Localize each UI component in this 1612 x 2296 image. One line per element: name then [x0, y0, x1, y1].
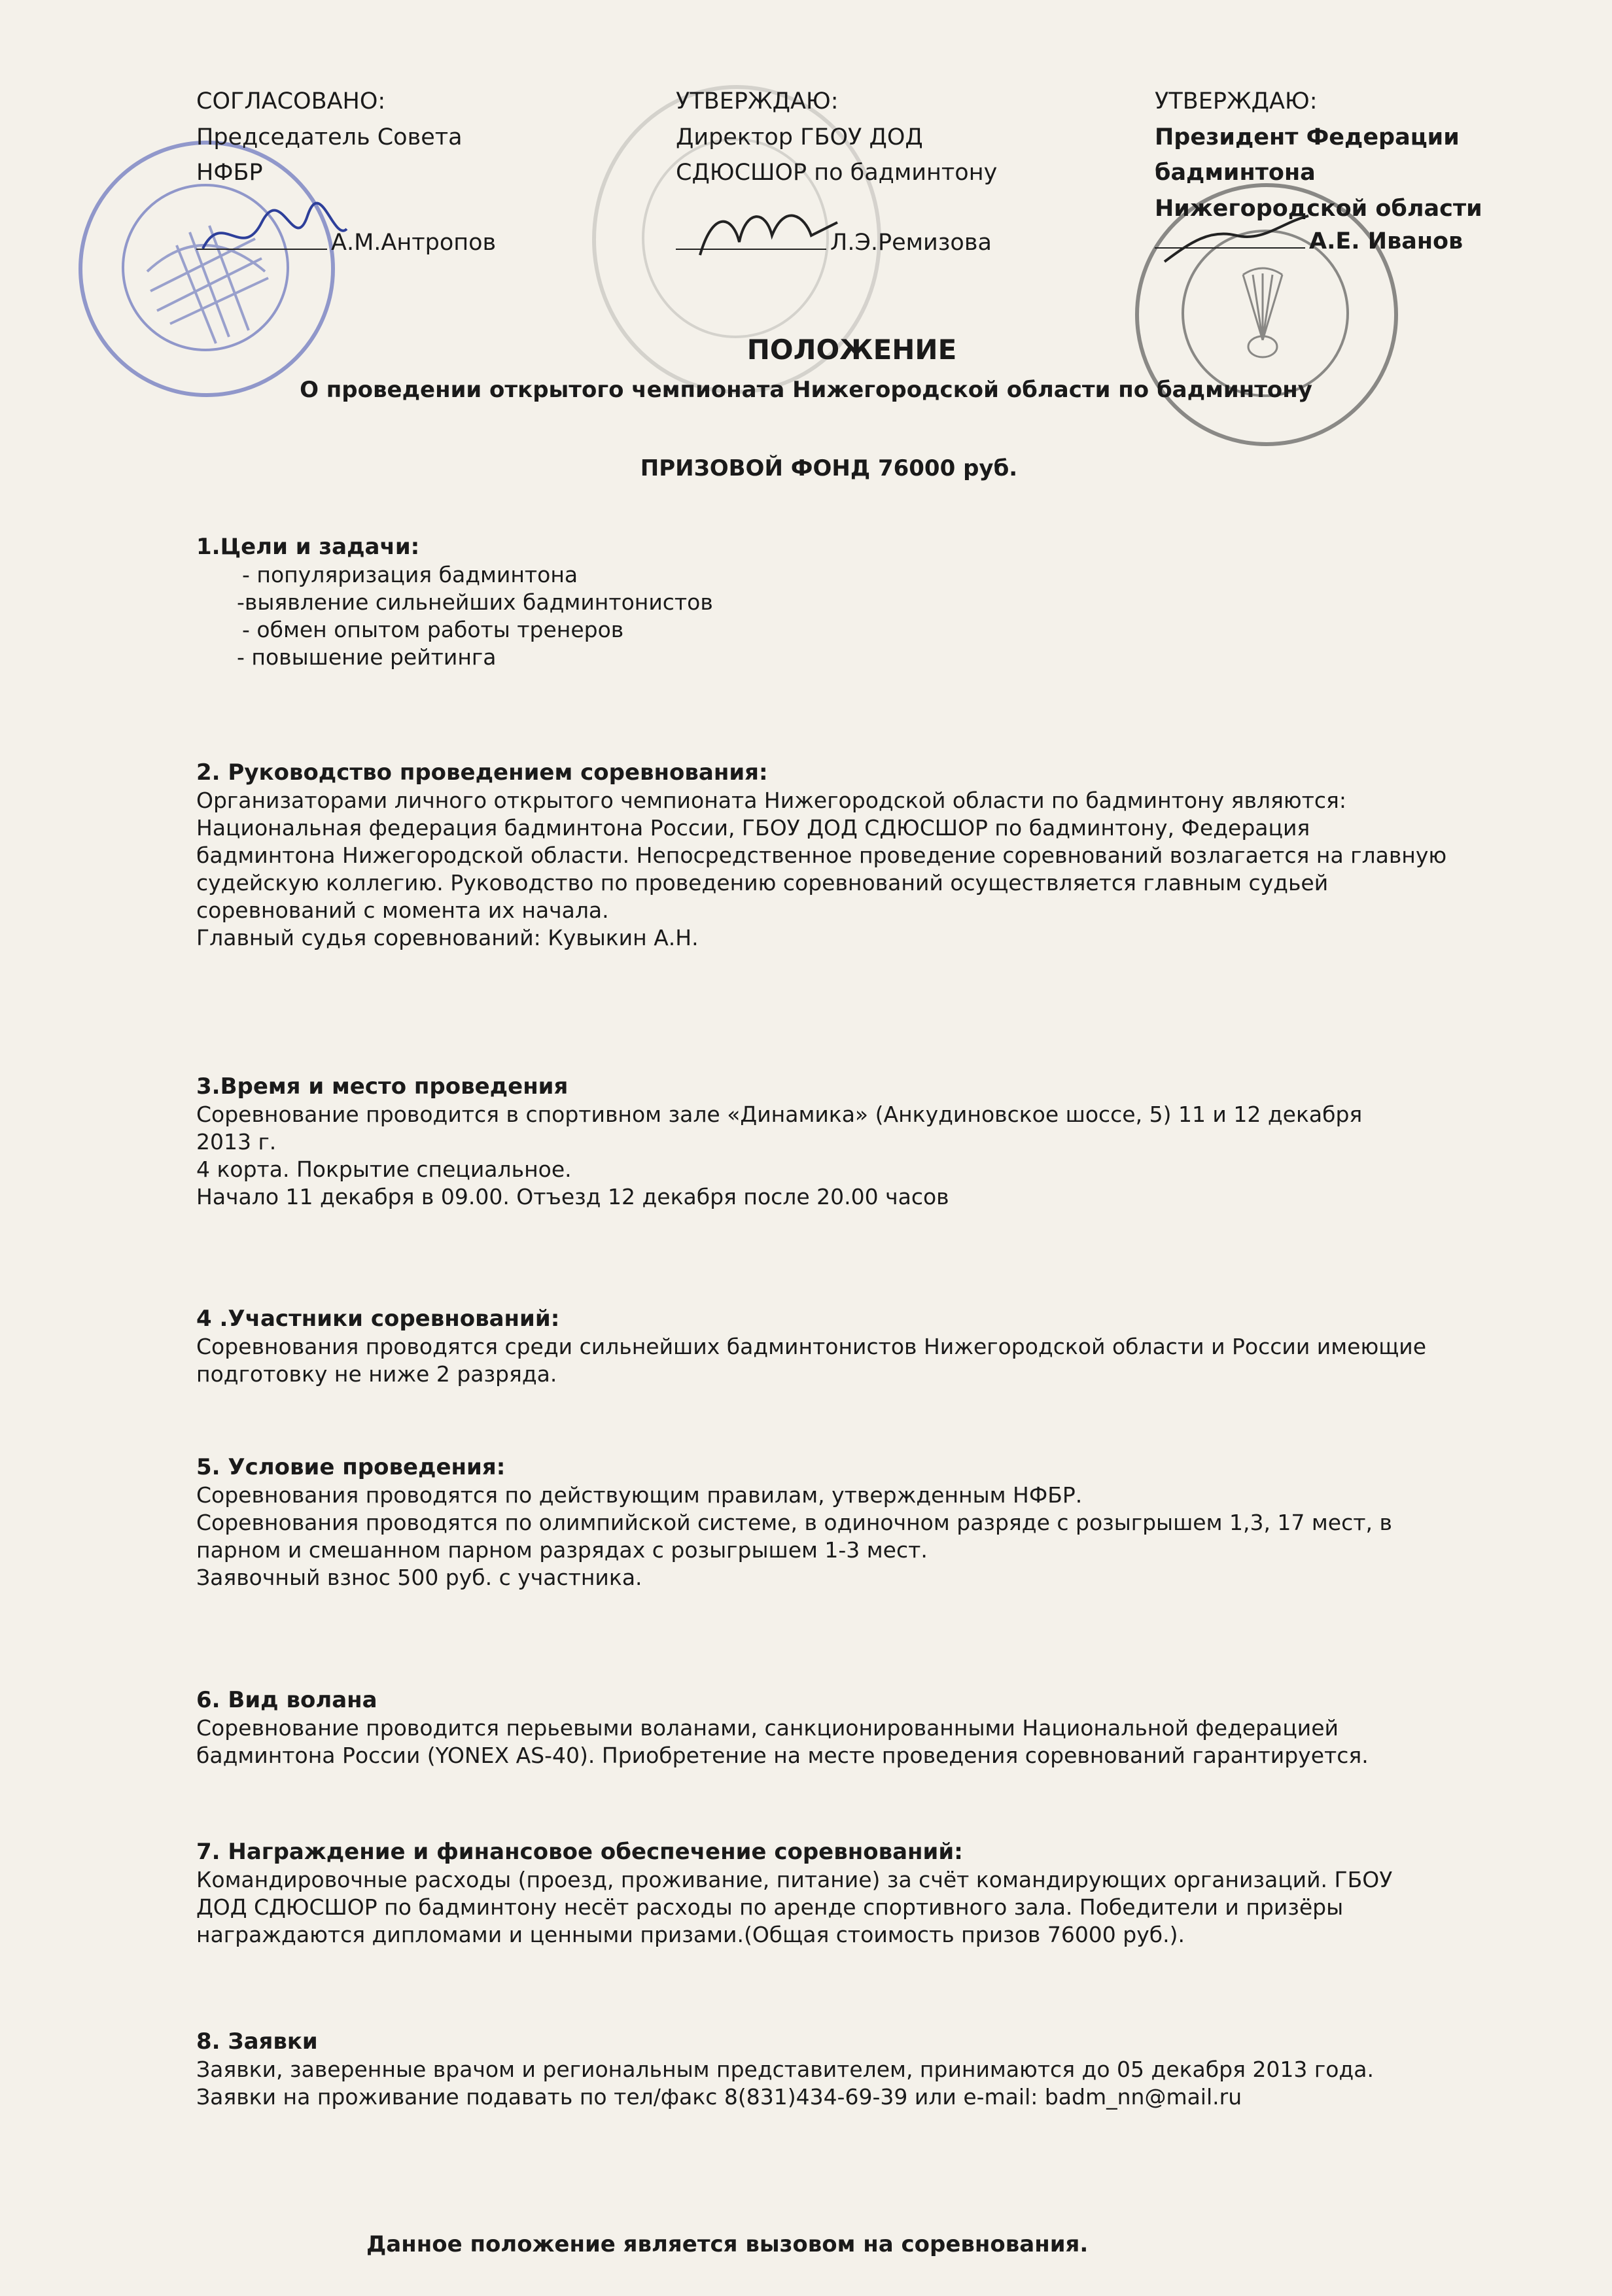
approval-right-line2: бадминтона	[1155, 160, 1316, 186]
paragraph-line: Заявки, заверенные врачом и региональным представителем, принимаются до 05 декабря 2013 года.	[196, 2057, 1374, 2083]
approval-middle	[676, 84, 997, 260]
paragraph-line: Организаторами личного открытого чемпионата Нижегородской области по бадминтону являются:	[196, 788, 1346, 814]
paragraph-line: Главный судья соревнований: Кувыкин А.Н.	[196, 924, 699, 950]
paragraph-line: Национальная федерация бадминтона России, ГБОУ ДОД СДЮСШОР по бадминтону, Федерация	[196, 815, 1310, 841]
prize-fund: ПРИЗОВОЙ ФОНД 76000 руб.	[640, 455, 1018, 481]
list-item: - популяризация бадминтона	[242, 562, 578, 588]
paragraph-line: Заявочный взнос 500 руб. с участника.	[196, 1564, 642, 1590]
section-heading: 4 .Участники соревнований:	[196, 1306, 560, 1332]
section-heading: 3.Время и место проведения	[196, 1073, 569, 1100]
signature-line	[676, 249, 826, 250]
paragraph-line: Соревнования проводятся по олимпийской системе, в одиночном разряде с розыгрышем 1,3, 17 мест, в	[196, 1510, 1392, 1536]
paragraph-line: 2013 г.	[196, 1129, 277, 1155]
section-goals	[196, 533, 1583, 671]
paragraph-line: 4 корта. Покрытие специальное.	[196, 1156, 572, 1182]
section-management	[196, 759, 1583, 952]
footer-note: Данное положение является вызовом на соревнования.	[366, 2231, 1089, 2257]
section-heading: 2. Руководство проведением соревнования:	[196, 759, 768, 786]
approval-middle-line1: Директор ГБОУ ДОД	[676, 124, 923, 150]
section-applications	[196, 2028, 1583, 2111]
paragraph-line: судейскую коллегию. Руководство по проведению соревнований осуществляется главным судьей	[196, 869, 1329, 896]
signature-line	[196, 249, 327, 250]
approval-left	[196, 84, 496, 260]
paragraph-line: Командировочные расходы (проезд, проживание, питание) за счёт командирующих организаций. ГБОУ	[196, 1867, 1393, 1893]
paragraph-line: Соревнования проводятся среди сильнейших бадминтонистов Нижегородской области и России имеющие	[196, 1334, 1427, 1360]
document-subtitle: О проведении открытого чемпионата Нижегородской области по бадминтону	[300, 377, 1312, 403]
paragraph-line: Соревнования проводятся по действующим правилам, утвержденным НФБР.	[196, 1482, 1083, 1508]
approval-middle-line2: СДЮСШОР по бадминтону	[676, 160, 998, 186]
approval-left-line1: Председатель Совета	[196, 124, 463, 150]
approval-right-signer: А.Е. Иванов	[1309, 228, 1463, 255]
list-item: - обмен опытом работы тренеров	[242, 616, 624, 642]
section-heading: 8. Заявки	[196, 2028, 318, 2055]
approval-right-heading: УТВЕРЖДАЮ:	[1155, 88, 1318, 114]
section-time-place	[196, 1073, 1583, 1211]
section-heading: 5. Условие проведения:	[196, 1454, 506, 1480]
approval-left-line2: НФБР	[196, 160, 263, 186]
paragraph-line: Заявки на проживание подавать по тел/факс 8(831)434-69-39 или e-mail: badm_nn@mail.ru	[196, 2084, 1242, 2110]
list-item: -выявление сильнейших бадминтонистов	[237, 589, 713, 616]
section-heading: 1.Цели и задачи:	[196, 534, 420, 560]
paragraph-line: Соревнование проводится перьевыми воланами, санкционированными Национальной федерацией	[196, 1715, 1339, 1741]
section-awards	[196, 1838, 1583, 1949]
paragraph-line: ДОД СДЮСШОР по бадминтону несёт расходы по аренде спортивного зала. Победители и призёры	[196, 1894, 1344, 1921]
section-conditions	[196, 1453, 1583, 1592]
paragraph-line: бадминтона Нижегородской области. Непосредственное проведение соревнований возлагается на главную	[196, 842, 1447, 868]
approval-right	[1155, 84, 1482, 260]
paragraph-line: парном и смешанном парном разрядах с розыгрышем 1-3 мест.	[196, 1537, 928, 1563]
list-item: - повышение рейтинга	[237, 644, 497, 670]
section-heading: 6. Вид волана	[196, 1687, 377, 1713]
paragraph-line: Соревнование проводится в спортивном зале «Динамика» (Анкудиновское шоссе, 5) 11 и 12 декабря	[196, 1102, 1363, 1128]
approval-middle-signer: Л.Э.Ремизова	[830, 229, 992, 256]
section-participants	[196, 1305, 1583, 1388]
approval-middle-heading: УТВЕРЖДАЮ:	[676, 88, 839, 114]
section-heading: 7. Награждение и финансовое обеспечение соревнований:	[196, 1839, 963, 1865]
approval-right-line1: Президент Федерации	[1155, 124, 1460, 150]
approval-left-signer: А.М.Антропов	[331, 229, 497, 256]
section-shuttlecock	[196, 1686, 1583, 1769]
document-title: ПОЛОЖЕНИЕ	[746, 334, 957, 366]
paragraph-line: Начало 11 декабря в 09.00. Отъезд 12 декабря после 20.00 часов	[196, 1183, 949, 1209]
paragraph-line: бадминтона России (YONEX AS-40). Приобретение на месте проведения соревнований гарантируется.	[196, 1743, 1369, 1769]
paragraph-line: соревнований с момента их начала.	[196, 897, 609, 923]
approval-right-line3: Нижегородской области	[1155, 195, 1482, 222]
approval-left-heading: СОГЛАСОВАНО:	[196, 88, 386, 114]
paragraph-line: награждаются дипломами и ценными призами.(Общая стоимость призов 76000 руб.).	[196, 1921, 1185, 1947]
paragraph-line: подготовку не ниже 2 разряда.	[196, 1361, 557, 1387]
signature-line	[1155, 247, 1305, 249]
